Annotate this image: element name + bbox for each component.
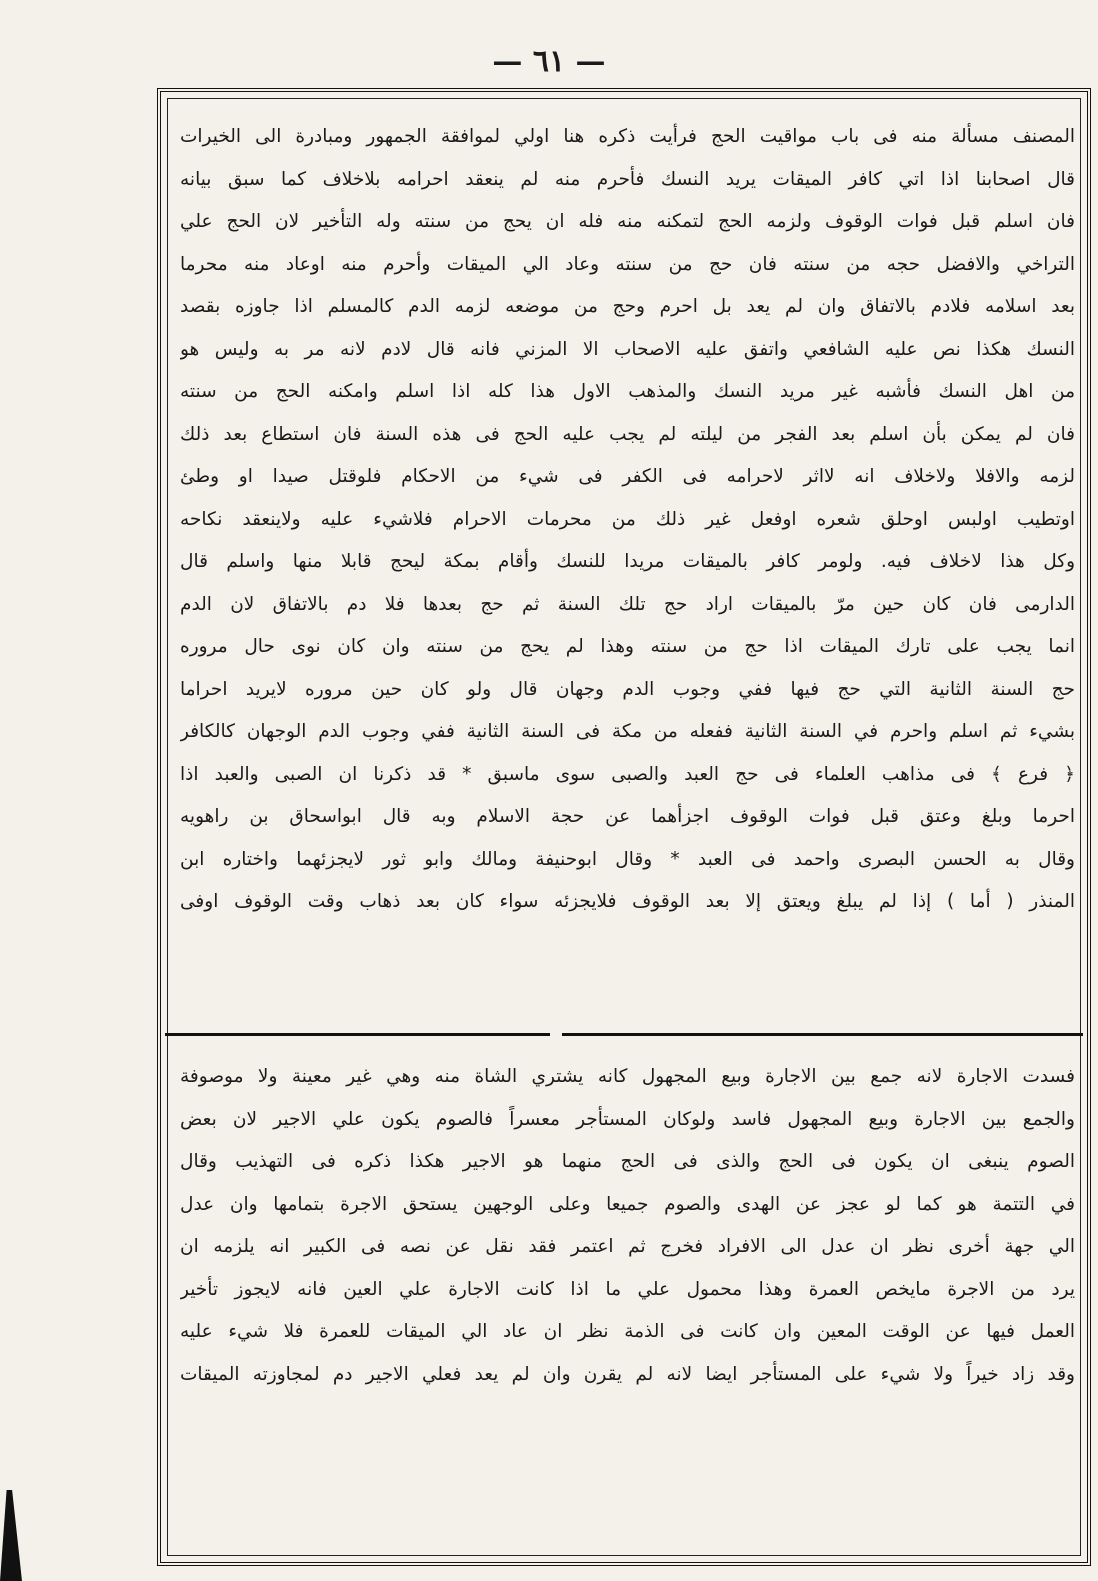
main-line: لزمه والافلا ولاخلاف انه لااثر لاحرامه فى الكفر فى شيء من الاحكام فلوقتل صيدا او وطئ [180,466,1075,487]
main-line: فان لم يمكن بأن اسلم بعد الفجر من ليلته لم يجب عليه الحج فى هذه السنة فان استطاع بعد ذلك [180,423,1075,445]
main-line: ﴿ فرع ﴾ فى مذاهب العلماء فى حج العبد والصبى سوى ماسبق * قد ذكرنا ان الصبى والعبد اذا [180,763,1075,785]
main-line: اوتطيب اولبس اوحلق شعره اوفعل غير ذلك من محرمات الاحرام فلاشيء عليه ولاينعقد نكاحه [180,508,1075,530]
main-line: وكل هذا لاخلاف فيه. ولومر كافر بالميقات مريدا للنسك وأقام بمكة ليحج قابلا منها واسلم قال [180,551,1075,572]
footnote-line: الصوم ينبغى ان يكون فى الحج والذى فى الحج منهما هو الاجير هكذا ذكره فى التهذيب وقال [180,1151,1075,1172]
scan-edge-mark [0,1490,22,1581]
footnote-text [180,1056,1075,1396]
main-line: انما يجب على تارك الميقات اذا حج من سنته وهذا لم يحج من سنته وان كان نوى حال مروره [180,636,1075,657]
footnote-line: وقد زاد خيراً ولا شيء على المستأجر ايضا لانه لم يقرن وان لم يعد فعلي الاجير دم لمجاوزته الميقات [180,1363,1075,1385]
main-line: حج السنة الثانية التي حج فيها ففي وجوب الدم وجهان قال ولو كان حين مروره لايريد احراما [180,678,1075,700]
footnote-line: العمل فيها عن الوقت المعين وان كانت فى الذمة نظر ان عاد الي الميقات للعمرة فلا شيء عليه [180,1321,1075,1342]
main-line: بشيء ثم اسلم واحرم في السنة الثانية ففعله من مكة فى السنة الثانية ففي وجوب الدم الوجهان كالكافر [180,721,1075,742]
footnote-line: فسدت الاجارة لانه جمع بين الاجارة وبيع المجهول كانه يشتري الشاة منه وهي غير معينة ولا موصوفة [180,1066,1075,1087]
main-line: الدارمى فان كان حين مرّ بالميقات اراد حج تلك السنة ثم حج بعدها فلا دم بالاتفاق لان الدم [180,593,1075,615]
page-number: — ٦١ — [492,44,606,79]
main-line: بعد اسلامه فلادم بالاتفاق وان لم يعد بل احرم وحج من موضعه لزمه الدم كالمسلم اذا جاوزه بقصد [180,296,1075,317]
main-line: قال اصحابنا اذا اتي كافر الميقات يريد النسك فأحرم منه لم ينعقد احرامه بلاخلاف كما سبق بيانه [180,168,1075,190]
footnote-line: الي جهة أخرى نظر ان عدل الى الافراد فخرج ثم اعتمر فقد نقل عن نصه فى الكبير انه يلزمه ان [180,1236,1075,1257]
main-line: المنذر ( أما ) إذا لم يبلغ ويعتق إلا بعد الوقوف فلايجزئه سواء كان بعد ذهاب وقت الوقوف اوفى [180,891,1075,912]
main-line: فان اسلم قبل فوات الوقوف ولزمه الحج لتمكنه منه فله ان يحج من سنته وله التأخير لان الحج علي [180,211,1075,232]
main-line: التراخي والافضل حجه من سنته فان حج من سنته وعاد الي الميقات وأحرم منه اوعاد منه محرما [180,253,1075,275]
divider-gap [550,1029,562,1039]
main-line: احرما وبلغ وعتق قبل فوات الوقوف اجزأهما عن حجة الاسلام وبه قال ابواسحاق بن راهويه [180,806,1075,827]
main-text [180,116,1075,924]
main-line: النسك هكذا نص عليه الشافعي واتفق عليه الاصحاب الا المزني فانه قال لادم لانه مر به وليس هو [180,338,1075,360]
footnote-line: في التتمة هو كما لو عجز عن الهدى والصوم جميعا وعلى الوجهين يستحق الاجرة بتمامها وان عدل [180,1193,1075,1215]
main-line: وقال به الحسن البصرى واحمد فى العبد * وقال ابوحنيفة ومالك وابو ثور لايجزئهما واختاره ابن [180,848,1075,870]
main-line: المصنف مسألة منه فى باب مواقيت الحج فرأيت ذكره هنا اولي لموافقة الجمهور ومبادرة الى الخيرات [180,126,1075,147]
footnote-line: يرد من الاجرة مايخص العمرة وهذا محمول علي ما اذا كانت الاجارة علي العين فانه لايجوز تأخير [180,1278,1075,1300]
footnote-divider [165,1033,1083,1036]
main-line: من اهل النسك فأشبه غير مريد النسك والمذهب الاول هذا كله اذا اسلم وامكنه الحج من سنته [180,381,1075,402]
footnote-line: والجمع بين الاجارة وبيع المجهول فاسد ولوكان المستأجر معسراً فالصوم يكون علي الاجير لان بعض [180,1108,1075,1130]
